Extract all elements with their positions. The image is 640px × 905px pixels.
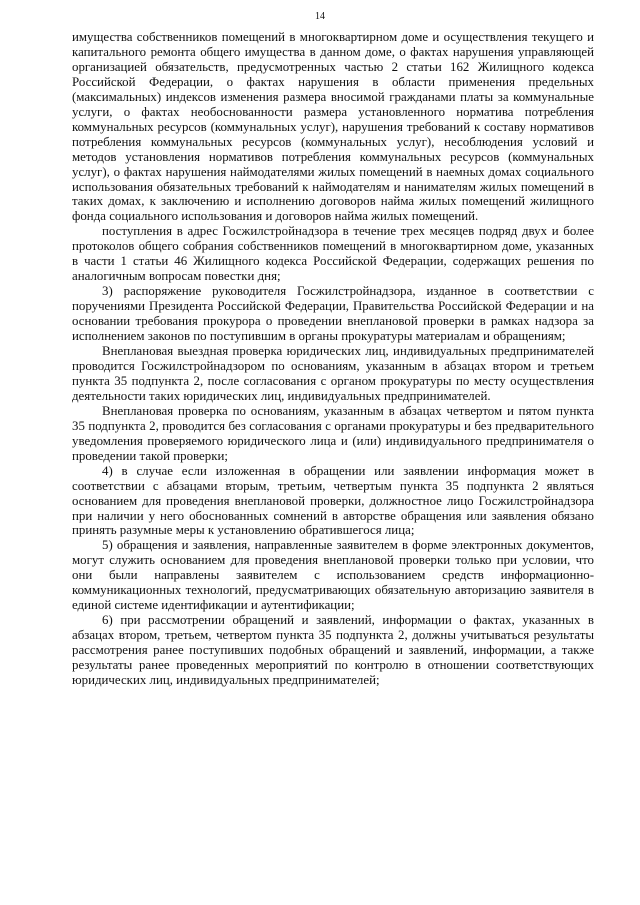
paragraph-unscheduled-onsite: Внеплановая выездная проверка юридических лиц, индивидуальных предпринимателей проводится Госжилстройнадзором по основаниям, указанным в абзацах втором и третьем пункта 35 подпункта 2, после согласования с органом прокуратуры по месту осуществления деятельности таких юридических лиц, индивидуальных предпринимателей. bbox=[72, 344, 594, 403]
page-number: 14 bbox=[315, 11, 325, 22]
paragraph-unscheduled-no-approval: Внеплановая проверка по основаниям, указанным в абзацах четвертом и пятом пункта 35 подпункта 2, проводится без согласования с органами прокуратуры и без предварительного уведомления проверяемого юридического лица и (или) индивидуального предпринимателя о проведении такой проверки; bbox=[72, 403, 594, 463]
paragraph-item-5: 5) обращения и заявления, направленные заявителем в форме электронных документов, могут служить основанием для проведения внеплановой проверки только при условии, что они были направлены заявителем с использованием средств информационно-коммуникационных технологий, предусматривающих обязательную авторизацию заявителя в единой системе идентификации и аутентификации; bbox=[72, 538, 594, 613]
paragraph-item-6: 6) при рассмотрении обращений и заявлений, информации о фактах, указанных в абзацах втором, третьем, четвертом пункта 35 подпункта 2, должны учитываться результаты рассмотрения ранее поступивших подобных обращений и заявлений, информации, а также результаты ранее проведенных мероприятий по контролю в отношении соответствующих юридических лиц, индивидуальных предпринимателей; bbox=[72, 613, 594, 687]
document-body bbox=[72, 30, 594, 688]
paragraph-continuation: имущества собственников помещений в многоквартирном доме и осуществления текущего и капитального ремонта общего имущества в данном доме, о фактах нарушения управляющей организацией обязательств, предусмотренных частью 2 статьи 162 Жилищного кодекса Российской Федерации, о фактах нарушения в области применения предельных (максимальных) индексов изменения размера вносимой гражданами платы за коммунальные услуги, о фактах необоснованности размера установленного норматива потребления коммунальных ресурсов (коммунальных услуг), нарушения требований к составу нормативов потребления коммунальных ресурсов (коммунальных услуг), несоблюдения условий и методов установления нормативов потребления коммунальных ресурсов (коммунальных услуг), о фактах нарушения наймодателями жилых помещений в наемных домах социального использования обязательных требований к наймодателям и нанимателям жилых помещений в таких домах, к заключению и исполнению договоров найма жилых помещений жилищного фонда социального использования и договоров найма жилых помещений. bbox=[72, 30, 594, 224]
paragraph-item-3: 3) распоряжение руководителя Госжилстройнадзора, изданное в соответствии с поручениями Президента Российской Федерации, Правительства Российской Федерации и на основании требования прокурора о проведении внеплановой проверки в рамках надзора за исполнением законов по поступившим в органы прокуратуры материалам и обращениям; bbox=[72, 284, 594, 344]
paragraph-item-4: 4) в случае если изложенная в обращении или заявлении информация может в соответствии с абзацами вторым, третьим, четвертым пункта 35 подпункта 2 являться основанием для проведения внеплановой проверки, должностное лицо Госжилстройнадзора при наличии у него обоснованных сомнений в авторстве обращения или заявления обязано принять разумные меры к установлению обратившегося лица; bbox=[72, 463, 594, 538]
paragraph-protocols: поступления в адрес Госжилстройнадзора в течение трех месяцев подряд двух и более протоколов общего собрания собственников помещений в многоквартирном доме, указанных в части 1 статьи 46 Жилищного кодекса Российской Федерации, содержащих решения по аналогичным вопросам повестки дня; bbox=[72, 224, 594, 284]
